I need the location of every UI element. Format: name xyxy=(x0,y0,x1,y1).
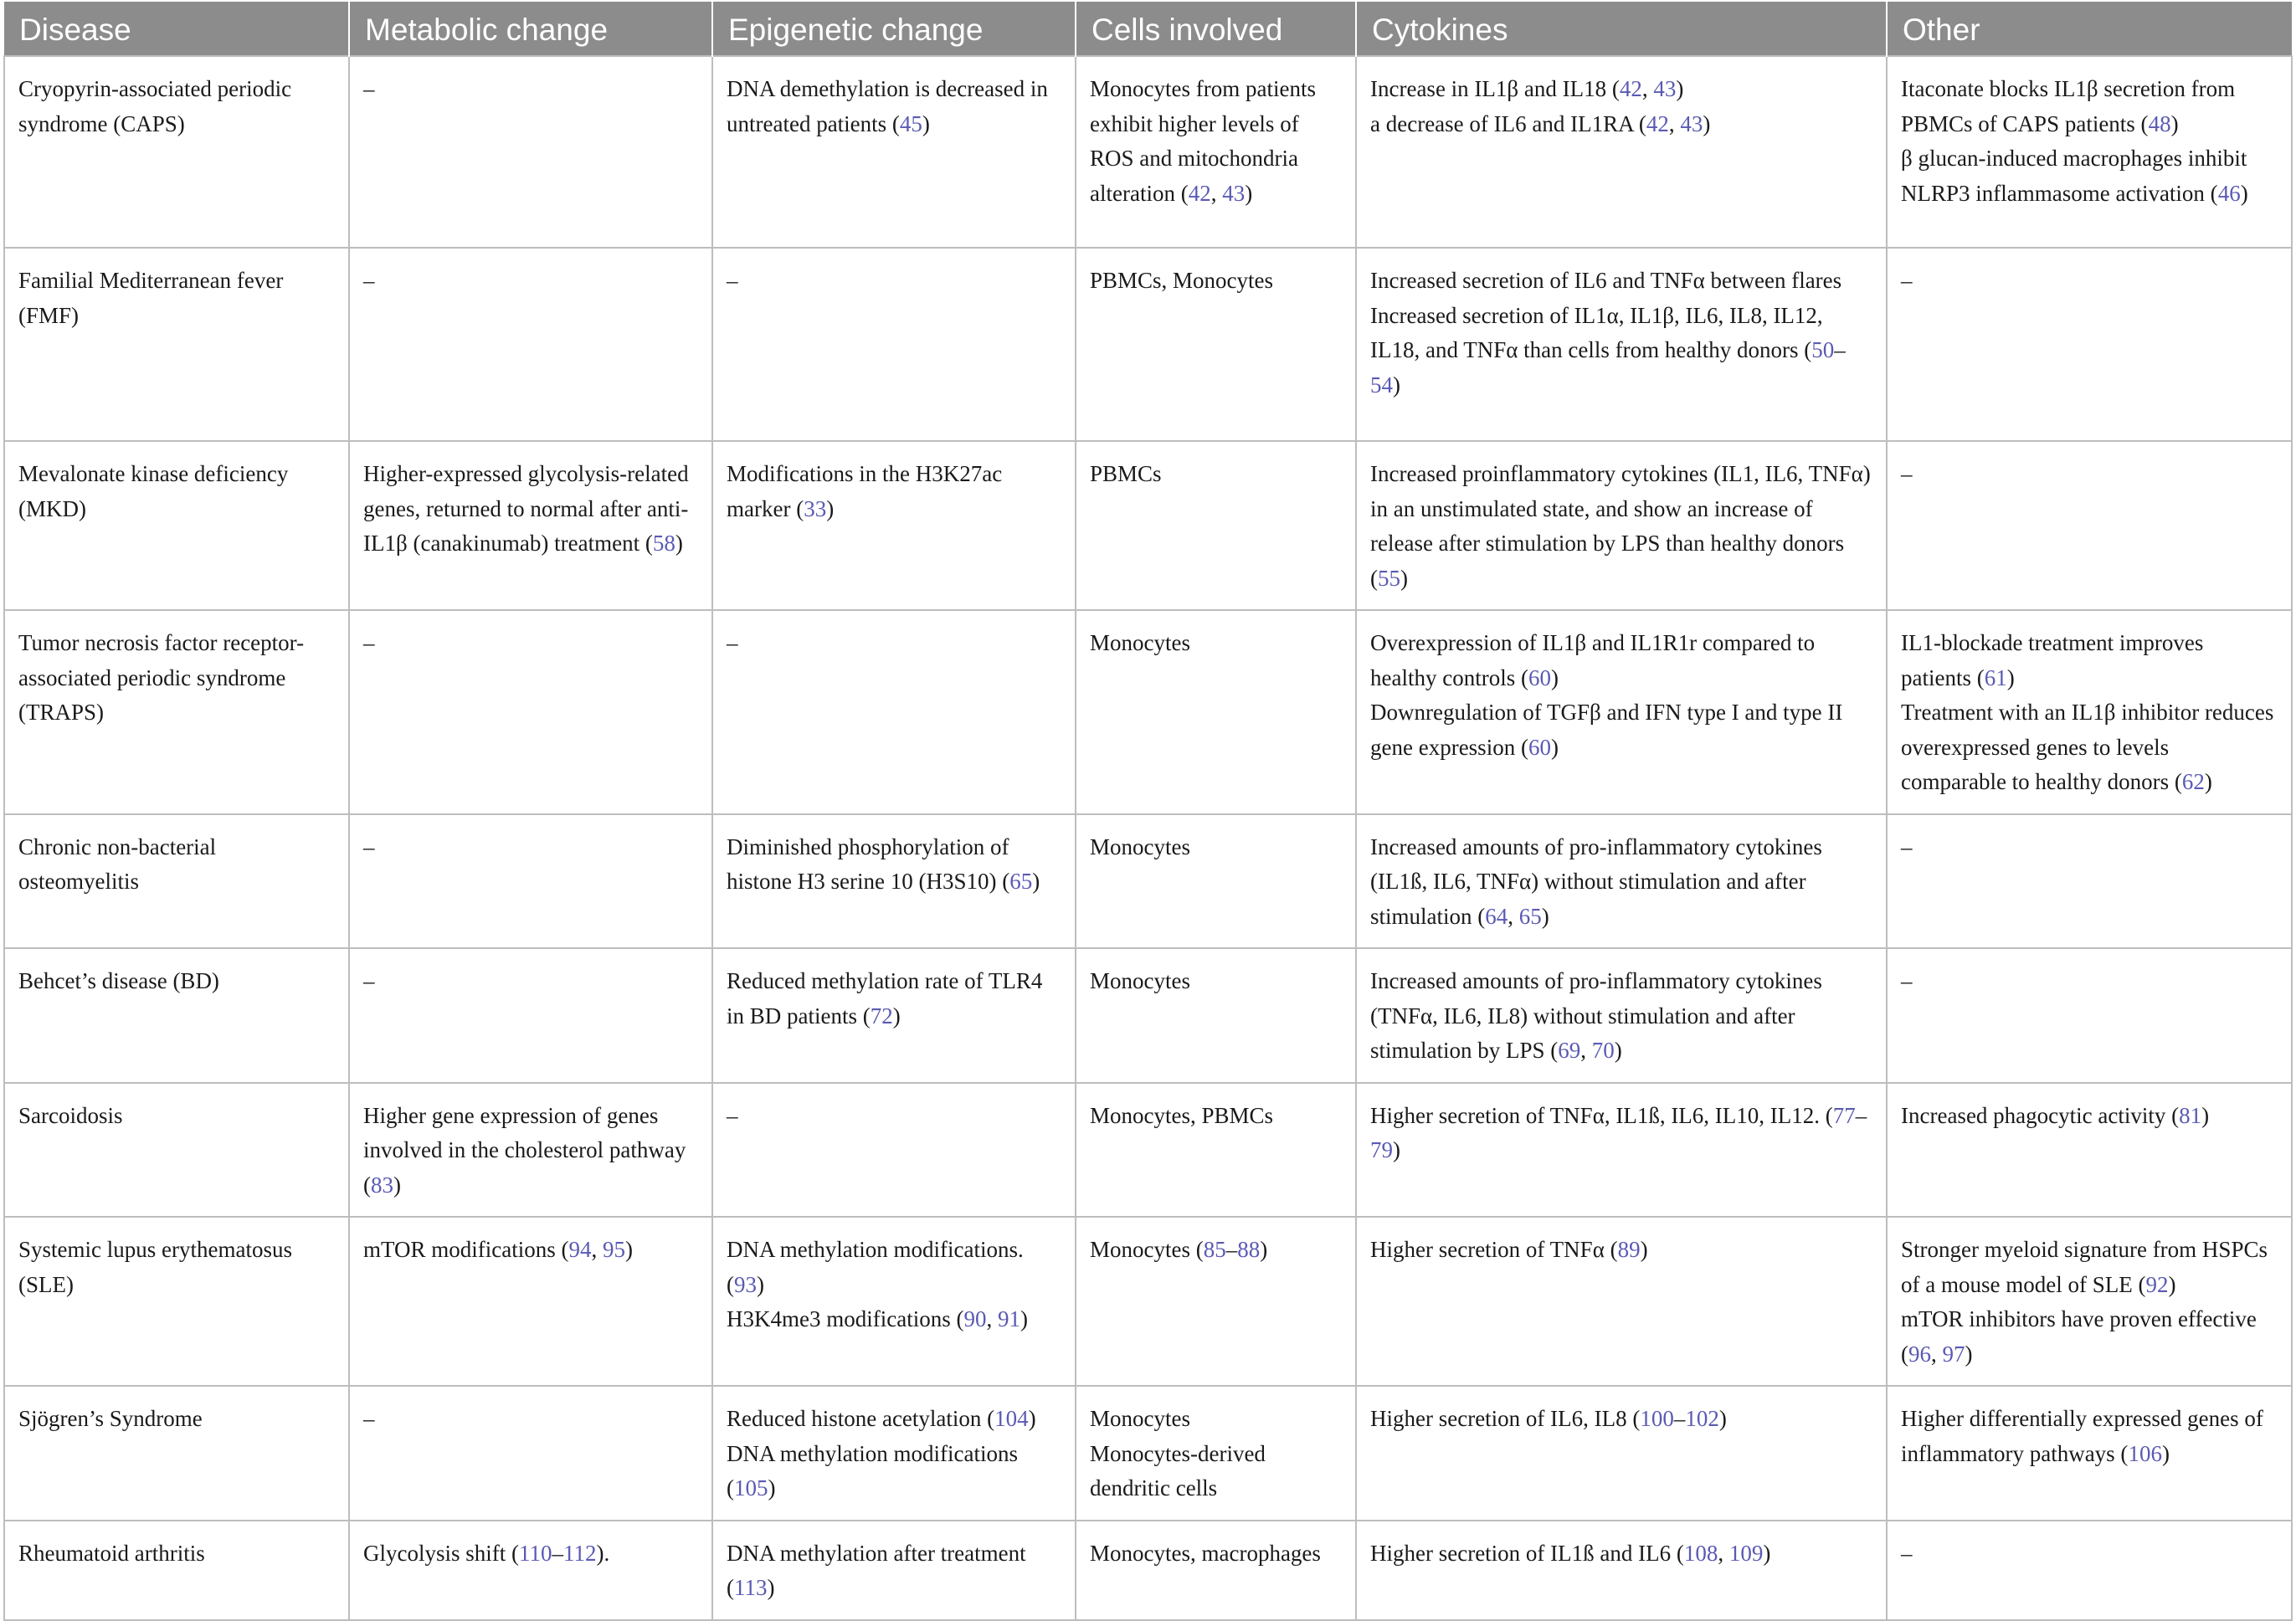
citation-ref[interactable]: 43 xyxy=(1222,180,1246,206)
citation-ref[interactable]: 43 xyxy=(1653,76,1677,101)
citation-ref[interactable]: 112 xyxy=(563,1540,597,1566)
table-header-row xyxy=(4,2,2292,56)
cell-disease: Familial Mediterranean fever (FMF) xyxy=(4,248,349,441)
cell-epigenetic: Reduced methylation rate of TLR4 in BD patients (72) xyxy=(712,948,1076,1083)
citation-ref[interactable]: 55 xyxy=(1378,565,1400,591)
citation-ref[interactable]: 50 xyxy=(1811,337,1835,362)
citation-ref[interactable]: 104 xyxy=(994,1406,1029,1431)
header-cells-involved: Cells involved xyxy=(1076,2,1356,56)
cell-metabolic: – xyxy=(349,56,712,248)
citation-ref[interactable]: 100 xyxy=(1640,1406,1674,1431)
citation-ref[interactable]: 70 xyxy=(1591,1038,1615,1063)
header-epigenetic-change: Epigenetic change xyxy=(712,2,1076,56)
table-row xyxy=(4,56,2292,248)
cell-disease: Sarcoidosis xyxy=(4,1083,349,1218)
table-container xyxy=(3,2,2291,1621)
citation-ref[interactable]: 42 xyxy=(1619,76,1642,101)
cell-cells: Monocytes xyxy=(1076,948,1356,1083)
cell-other: Stronger myeloid signature from HSPCs of a mouse model of SLE (92) mTOR inhibitors have proven effective (96, 97) xyxy=(1887,1217,2292,1386)
cell-epigenetic: DNA methylation modifications. (93) H3K4me3 modifications (90, 91) xyxy=(712,1217,1076,1386)
cell-other: – xyxy=(1887,1521,2292,1620)
cell-epigenetic: – xyxy=(712,1083,1076,1218)
header-other: Other xyxy=(1887,2,2292,56)
cell-cytokines: Increased secretion of IL6 and TNFα between flares Increased secretion of IL1α, IL1β, IL6, IL8, IL12, IL18, and TNFα than cells from healthy donors (50–54) xyxy=(1356,248,1887,441)
cell-metabolic: – xyxy=(349,610,712,814)
table-row xyxy=(4,248,2292,441)
cell-disease: Rheumatoid arthritis xyxy=(4,1521,349,1620)
citation-ref[interactable]: 102 xyxy=(1685,1406,1719,1431)
table-row xyxy=(4,1217,2292,1386)
disease-table xyxy=(3,2,2293,1621)
citation-ref[interactable]: 88 xyxy=(1237,1237,1261,1262)
table-row xyxy=(4,1386,2292,1521)
table-row xyxy=(4,948,2292,1083)
cell-cells: Monocytes (85–88) xyxy=(1076,1217,1356,1386)
header-metabolic-change: Metabolic change xyxy=(349,2,712,56)
table-row xyxy=(4,1083,2292,1218)
cell-disease: Tumor necrosis factor receptor-associated periodic syndrome (TRAPS) xyxy=(4,610,349,814)
cell-disease: Chronic non-bacterial osteomyelitis xyxy=(4,814,349,949)
cell-disease: Cryopyrin-associated periodic syndrome (CAPS) xyxy=(4,56,349,248)
citation-ref[interactable]: 89 xyxy=(1617,1237,1641,1262)
cell-metabolic: Higher-expressed glycolysis-related genes, returned to normal after anti-IL1β (canakinumab) treatment (58) xyxy=(349,441,712,610)
cell-other: – xyxy=(1887,441,2292,610)
cell-metabolic: Higher gene expression of genes involved in the cholesterol pathway (83) xyxy=(349,1083,712,1218)
cell-cytokines: Increased amounts of pro-inflammatory cytokines (TNFα, IL6, IL8) without stimulation and after stimulation by LPS (69, 70) xyxy=(1356,948,1887,1083)
cell-cells: PBMCs, Monocytes xyxy=(1076,248,1356,441)
citation-ref[interactable]: 45 xyxy=(899,110,922,136)
citation-ref[interactable]: 43 xyxy=(1680,110,1703,136)
cell-metabolic: – xyxy=(349,948,712,1083)
cell-epigenetic: DNA methylation after treatment (113) xyxy=(712,1521,1076,1620)
cell-cells: PBMCs xyxy=(1076,441,1356,610)
cell-other: – xyxy=(1887,814,2292,949)
cell-epigenetic: Reduced histone acetylation (104) DNA methylation modifications (105) xyxy=(712,1386,1076,1521)
cell-cytokines: Higher secretion of TNFα (89) xyxy=(1356,1217,1887,1386)
cell-disease: Sjögren’s Syndrome xyxy=(4,1386,349,1521)
citation-ref[interactable]: 92 xyxy=(2145,1271,2169,1297)
citation-ref[interactable]: 109 xyxy=(1728,1540,1764,1566)
citation-ref[interactable]: 96 xyxy=(1908,1341,1931,1367)
citation-ref[interactable]: 81 xyxy=(2179,1102,2202,1128)
cell-other: – xyxy=(1887,248,2292,441)
cell-epigenetic: DNA demethylation is decreased in untreated patients (45) xyxy=(712,56,1076,248)
table-row xyxy=(4,1521,2292,1620)
citation-ref[interactable]: 95 xyxy=(602,1237,625,1262)
cell-cytokines: Higher secretion of TNFα, IL1ß, IL6, IL10, IL12. (77–79) xyxy=(1356,1083,1887,1218)
cell-cells: Monocytes, PBMCs xyxy=(1076,1083,1356,1218)
cell-metabolic: – xyxy=(349,248,712,441)
citation-ref[interactable]: 65 xyxy=(1009,869,1033,894)
cell-cytokines: Overexpression of IL1β and IL1R1r compared to healthy controls (60) Downregulation of TGFβ and IFN type I and type II gene expression (60) xyxy=(1356,610,1887,814)
cell-epigenetic: – xyxy=(712,248,1076,441)
table-row xyxy=(4,610,2292,814)
citation-ref[interactable]: 60 xyxy=(1528,734,1551,760)
cell-disease: Behcet’s disease (BD) xyxy=(4,948,349,1083)
citation-ref[interactable]: 90 xyxy=(963,1306,987,1331)
cell-epigenetic: Diminished phosphorylation of histone H3 serine 10 (H3S10) (65) xyxy=(712,814,1076,949)
citation-ref[interactable]: 110 xyxy=(519,1540,552,1566)
citation-ref[interactable]: 61 xyxy=(1984,664,2007,690)
citation-ref[interactable]: 85 xyxy=(1203,1237,1226,1262)
citation-ref[interactable]: 48 xyxy=(2148,110,2171,136)
cell-other: Itaconate blocks IL1β secretion from PBMCs of CAPS patients (48) β glucan-induced macrophages inhibit NLRP3 inflammasome activation (46) xyxy=(1887,56,2292,248)
citation-ref[interactable]: 91 xyxy=(997,1306,1020,1331)
citation-ref[interactable]: 83 xyxy=(371,1172,393,1198)
table-row xyxy=(4,441,2292,610)
cell-cytokines: Increased amounts of pro-inflammatory cytokines (IL1ß, IL6, TNFα) without stimulation and after stimulation (64, 65) xyxy=(1356,814,1887,949)
citation-ref[interactable]: 77 xyxy=(1832,1102,1856,1128)
cell-cytokines: Higher secretion of IL6, IL8 (100–102) xyxy=(1356,1386,1887,1521)
citation-ref[interactable]: 58 xyxy=(652,531,675,556)
cell-metabolic: Glycolysis shift (110–112). xyxy=(349,1521,712,1620)
citation-ref[interactable]: 108 xyxy=(1683,1540,1718,1566)
citation-ref[interactable]: 65 xyxy=(1518,903,1542,929)
citation-ref[interactable]: 105 xyxy=(734,1475,768,1500)
citation-ref[interactable]: 33 xyxy=(804,495,827,521)
cell-cells: Monocytes xyxy=(1076,814,1356,949)
citation-ref[interactable]: 97 xyxy=(1942,1341,1965,1367)
citation-ref[interactable]: 93 xyxy=(734,1271,757,1297)
citation-ref[interactable]: 94 xyxy=(568,1237,592,1262)
citation-ref[interactable]: 42 xyxy=(1188,180,1211,206)
header-cytokines: Cytokines xyxy=(1356,2,1887,56)
citation-ref[interactable]: 69 xyxy=(1558,1038,1581,1063)
cell-cells: Monocytes, macrophages xyxy=(1076,1521,1356,1620)
citation-ref[interactable]: 72 xyxy=(870,1003,893,1029)
citation-ref[interactable]: 79 xyxy=(1370,1137,1393,1162)
cell-metabolic: – xyxy=(349,814,712,949)
cell-cells: Monocytes xyxy=(1076,610,1356,814)
cell-cytokines: Higher secretion of IL1ß and IL6 (108, 109) xyxy=(1356,1521,1887,1620)
cell-cytokines: Increase in IL1β and IL18 (42, 43) a decrease of IL6 and IL1RA (42, 43) xyxy=(1356,56,1887,248)
cell-metabolic: mTOR modifications (94, 95) xyxy=(349,1217,712,1386)
header-disease: Disease xyxy=(4,2,349,56)
cell-disease: Systemic lupus erythematosus (SLE) xyxy=(4,1217,349,1386)
cell-other: Increased phagocytic activity (81) xyxy=(1887,1083,2292,1218)
cell-other: IL1-blockade treatment improves patients (61) Treatment with an IL1β inhibitor reduces overexpressed genes to levels comparable to healthy donors (62) xyxy=(1887,610,2292,814)
citation-ref[interactable]: 42 xyxy=(1646,110,1669,136)
cell-epigenetic: Modifications in the H3K27ac marker (33) xyxy=(712,441,1076,610)
table-row xyxy=(4,814,2292,949)
citation-ref[interactable]: 113 xyxy=(734,1575,768,1600)
citation-ref[interactable]: 46 xyxy=(2217,180,2241,206)
citation-ref[interactable]: 64 xyxy=(1485,903,1508,929)
cell-epigenetic: – xyxy=(712,610,1076,814)
cell-metabolic: – xyxy=(349,1386,712,1521)
cell-cytokines: Increased proinflammatory cytokines (IL1, IL6, TNFα) in an unstimulated state, and show an increase of release after stimulation by LPS than healthy donors (55) xyxy=(1356,441,1887,610)
cell-other: – xyxy=(1887,948,2292,1083)
citation-ref[interactable]: 62 xyxy=(2181,769,2205,794)
cell-cells: Monocytes from patients exhibit higher levels of ROS and mitochondria alteration (42, 43) xyxy=(1076,56,1356,248)
cell-other: Higher differentially expressed genes of inflammatory pathways (106) xyxy=(1887,1386,2292,1521)
cell-cells: Monocytes Monocytes-derived dendritic cells xyxy=(1076,1386,1356,1521)
table-body xyxy=(4,56,2292,1620)
citation-ref[interactable]: 106 xyxy=(2128,1440,2162,1466)
cell-disease: Mevalonate kinase deficiency (MKD) xyxy=(4,441,349,610)
citation-ref[interactable]: 60 xyxy=(1528,664,1551,690)
citation-ref[interactable]: 54 xyxy=(1370,372,1393,398)
